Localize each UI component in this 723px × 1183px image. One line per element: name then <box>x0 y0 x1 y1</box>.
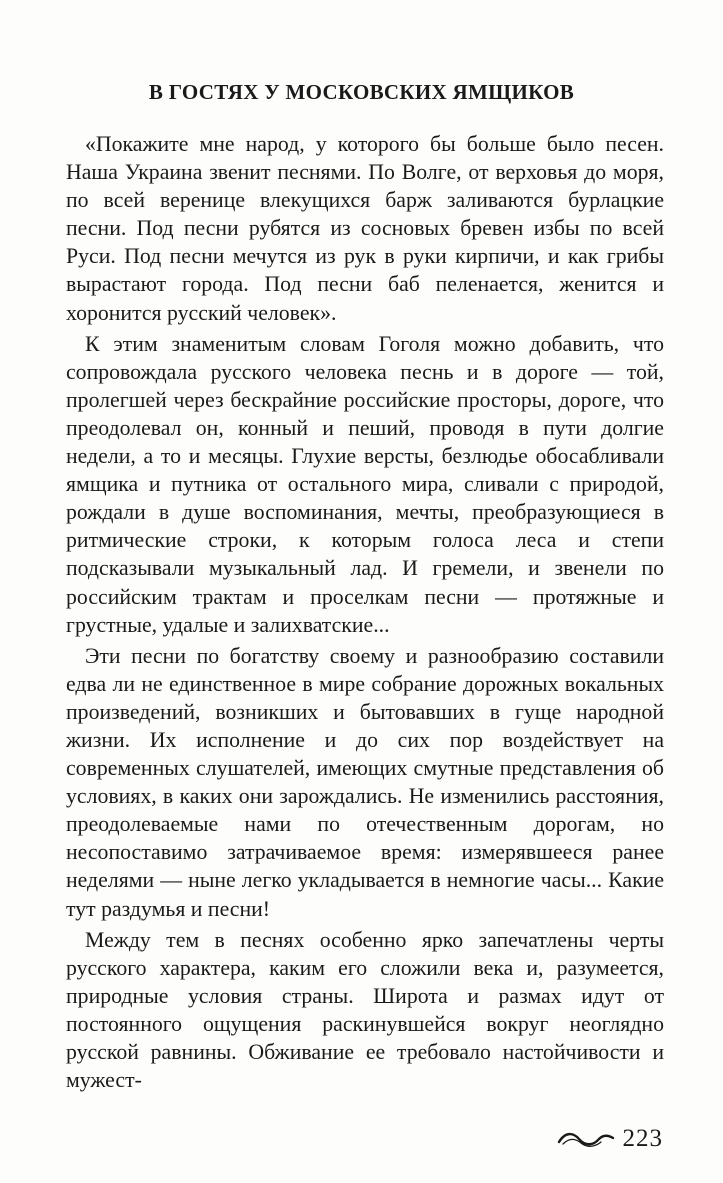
body-text <box>66 130 664 1094</box>
paragraph-1: «Покажите мне народ, у которого бы больше было песен. Наша Украина звенит песнями. По Волге, от верховья до моря, по всей веренице влекущихся барж заливаются бурлацкие песни. Под песни рубятся из сосновых бревен избы по всей Руси. Под песни мечутся из рук в руки кирпичи, и как грибы вырастают города. Под песни баб пеленается, женится и хоронится русский человек». <box>66 132 664 325</box>
chapter-title: В ГОСТЯХ У МОСКОВСКИХ ЯМЩИКОВ <box>148 80 575 104</box>
paragraph-4: Между тем в песнях особенно ярко запечатлены черты русского характера, каким его сложили века и, разумеется, природные условия страны. Широта и размах идут от постоянного ощущения раскинувшейся вокруг неоглядно русской равнины. Обживание ее требовало настойчивости и мужест- <box>66 927 664 1093</box>
page-number: 223 <box>622 1125 663 1152</box>
page-footer <box>557 1126 664 1151</box>
swash-ornament-icon <box>557 1128 615 1150</box>
paragraph-2: К этим знаменитым словам Гоголя можно добавить, что сопровождала русского человека песнь и в дороге — той, пролегшей через бескрайние российские просторы, дороге, что преодолевал он, конный и пеший, проводя в пути долгие недели, а то и месяцы. Глухие версты, безлюдье обосабливали ямщика и путника от остального мира, сливали с природой, рождали в душе воспоминания, мечты, преобразующиеся в ритмические строки, к которым голоса леса и степи подсказывали музыкальный лад. И гремели, и звенели по российским трактам и проселкам песни — протяжные и грустные, удалые и залихватские... <box>66 331 664 637</box>
paragraph-3: Эти песни по богатству своему и разнообразию составили едва ли не единственное в мире собрание дорожных вокальных произведений, возникших и бытовавших в гуще народной жизни. Их исполнение и до сих пор воздействует на современных слушателей, имеющих смутные представления об условиях, в каких они зарождались. Не изменились расстояния, преодолеваемые нами по отечественным дорогам, но несопоставимо затрачиваемое время: измерявшееся ранее неделями — ныне легко укладывается в немногие часы... Какие тут раздумья и песни! <box>66 643 664 921</box>
